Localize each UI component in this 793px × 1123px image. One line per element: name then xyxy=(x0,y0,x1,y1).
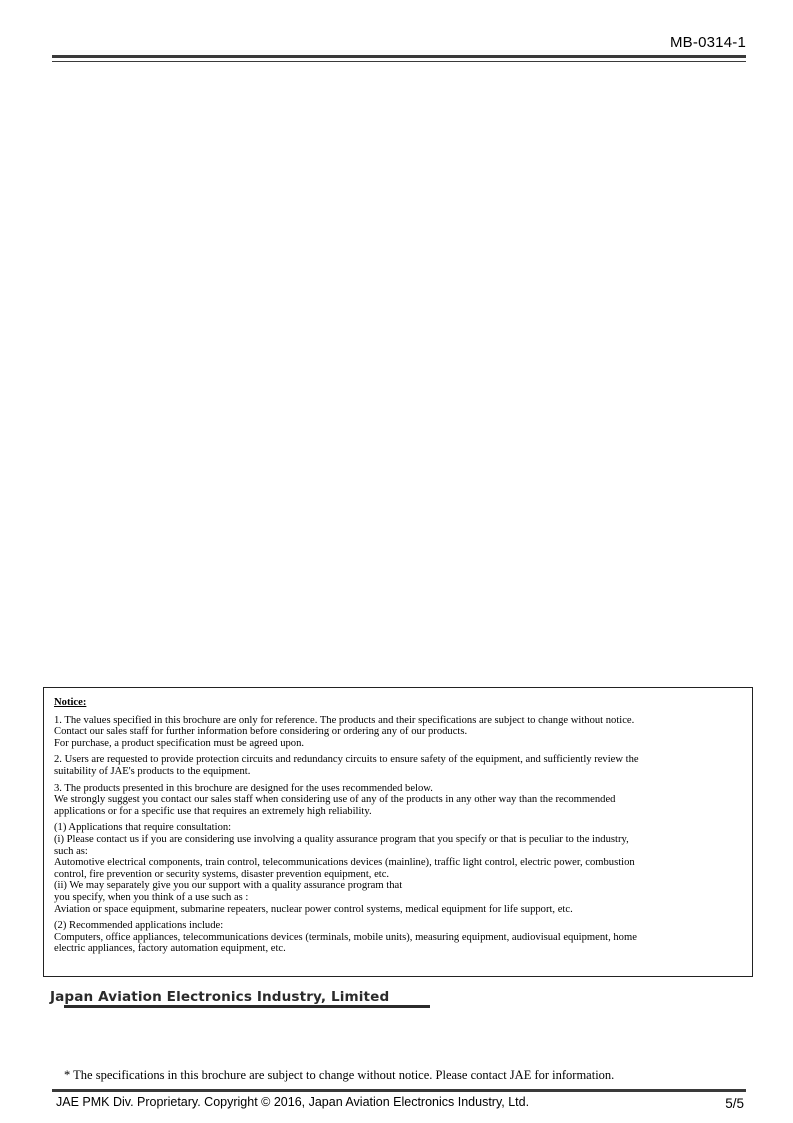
footer-copyright: JAE PMK Div. Proprietary. Copyright © 2016, Japan Aviation Electronics Industry, Ltd. xyxy=(56,1095,530,1109)
page-number: 5/5 xyxy=(725,1096,744,1111)
notice-paragraph-3 xyxy=(54,783,742,818)
header-rule-top xyxy=(52,55,746,58)
notice-line: 2. Users are requested to provide protection circuits and redundancy circuits to ensure safety of the equipment, and sufficiently review the xyxy=(54,754,639,766)
notice-line: Computers, office appliances, telecommunications devices (terminals, mobile units), measuring equipment, audiovisual equipment, home xyxy=(54,931,637,943)
specification-note: * The specifications in this brochure are subject to change without notice. Please contact JAE for information. xyxy=(64,1068,615,1082)
notice-line: Contact our sales staff for further information before considering or ordering any of our products. xyxy=(54,726,468,738)
notice-line: electric appliances, factory automation equipment, etc. xyxy=(54,943,286,955)
notice-line: suitability of JAE's products to the equipment. xyxy=(54,765,251,777)
company-logo: Japan Aviation Electronics Industry, Limited xyxy=(50,989,390,1005)
notice-line: (i) Please contact us if you are considering use involving a quality assurance program that you specify or that is peculiar to the industry, xyxy=(54,833,629,845)
notice-line: control, fire prevention or security systems, disaster prevention equipment, etc. xyxy=(54,868,390,880)
notice-line: We strongly suggest you contact our sales staff when considering use of any of the products in any other way than the recommended xyxy=(54,794,616,806)
notice-line: 1. The values specified in this brochure are only for reference. The products and their specifications are subject to change without notice. xyxy=(54,714,635,726)
notice-line: 3. The products presented in this brochure are designed for the uses recommended below. xyxy=(54,782,433,794)
notice-paragraph-recommended xyxy=(54,920,742,955)
notice-paragraph-2 xyxy=(54,754,742,777)
notice-line: (1) Applications that require consultation: xyxy=(54,822,232,834)
notice-line: you specify, when you think of a use such as : xyxy=(54,891,249,903)
footer-rule xyxy=(52,1089,746,1092)
notice-box xyxy=(43,687,753,977)
notice-line: such as: xyxy=(54,845,88,857)
notice-line: For purchase, a product specification must be agreed upon. xyxy=(54,737,305,749)
document-id: MB-0314-1 xyxy=(669,34,746,51)
notice-paragraph-consultation xyxy=(54,822,742,915)
notice-line: (2) Recommended applications include: xyxy=(54,920,224,932)
notice-line: Automotive electrical components, train control, telecommunications devices (mainline), traffic light control, electric power, combustion xyxy=(54,857,635,869)
notice-paragraph-1 xyxy=(54,715,742,750)
notice-line: (ii) We may separately give you our support with a quality assurance program that xyxy=(54,880,403,892)
notice-title: Notice: xyxy=(54,697,87,708)
logo-underline xyxy=(64,1005,430,1008)
notice-line: applications or for a specific use that requires an extremely high reliability. xyxy=(54,805,372,817)
notice-line: Aviation or space equipment, submarine repeaters, nuclear power control systems, medical equipment for life support, etc. xyxy=(54,903,573,915)
header-rule-bottom xyxy=(52,61,746,62)
